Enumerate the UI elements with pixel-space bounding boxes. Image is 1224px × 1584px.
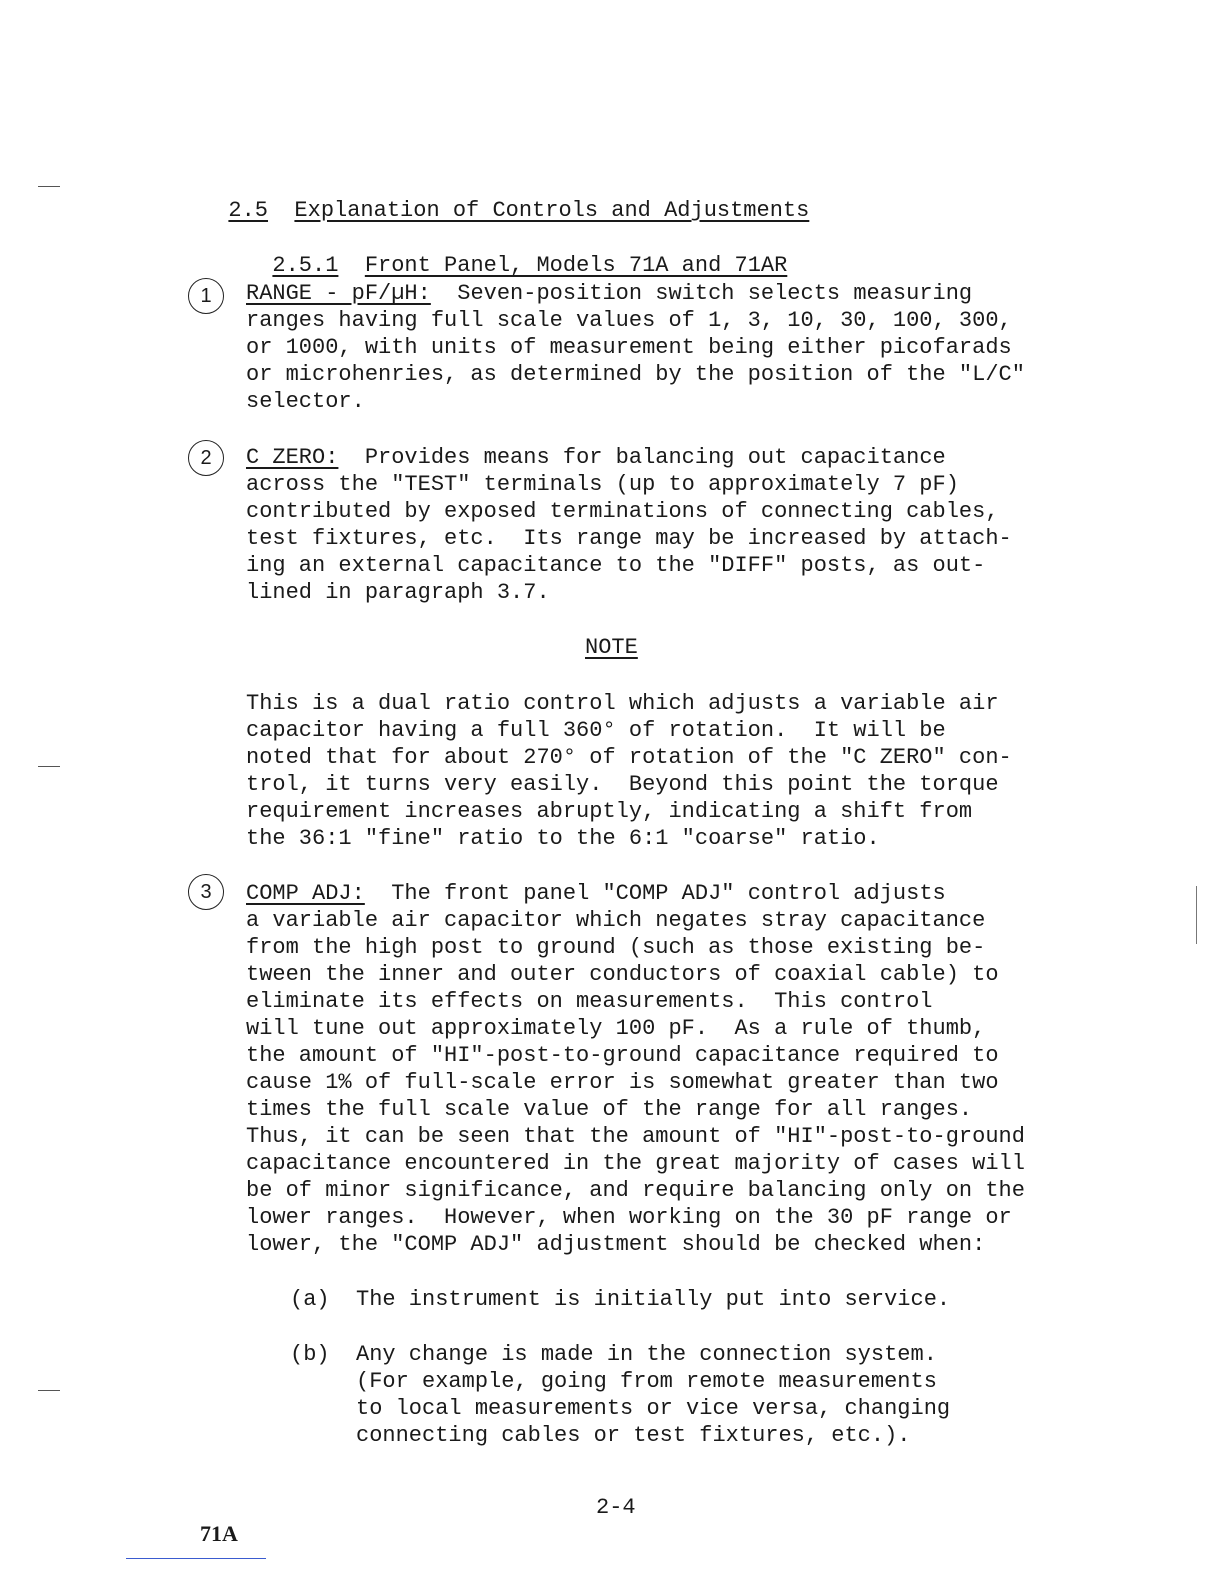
sub-item-b: Any change is made in the connection system. (For example, going from remote measurements to local measurements or vice versa, changing connecting cables or test fixtures, etc.). (356, 1342, 951, 1448)
margin-mark (38, 766, 60, 767)
subsection-title: Front Panel, Models 71A and 71AR (364, 253, 788, 278)
margin-mark (38, 186, 60, 187)
page-number: 2-4 (596, 1495, 636, 1520)
item-label: C ZERO: (246, 445, 339, 470)
sub-item-label: (a) (290, 1287, 330, 1312)
note-body: This is a dual ratio control which adjusts a variable air capacitor having a full 360° of rotation. It will be noted that for about 270° of rotation of the "C ZERO" con- trol, it turns very easily. Beyond this point the torque requirement increases abruptly, indicating a shift from the 36:1 "fine" ratio to the 6:1 "coarse" ratio. (246, 691, 1012, 851)
section-number: 2.5 (228, 198, 269, 223)
margin-mark (1196, 886, 1197, 944)
item-marker: 1 (188, 278, 224, 314)
item-marker: 2 (188, 440, 224, 476)
model-label: 71A (200, 1521, 238, 1546)
section-heading (202, 170, 809, 224)
item-label: COMP ADJ: (246, 881, 365, 906)
sub-item-label: (b) (290, 1342, 330, 1367)
sub-item-a: The instrument is initially put into service. (356, 1287, 951, 1312)
margin-mark (38, 1390, 60, 1391)
item-c-zero: C ZERO: Provides means for balancing out capacitance across the "TEST" terminals (up to approximately 7 pF) contributed by exposed terminations of connecting cables, test fixtures, etc. Its range may be increased by attach- ing an external capacitance to the "DIFF" posts, as out- lined in paragraph 3.7. (246, 445, 1012, 605)
section-title: Explanation of Controls and Adjustments (294, 198, 810, 223)
note-title: NOTE (585, 635, 638, 660)
item-comp-adj: COMP ADJ: The front panel "COMP ADJ" control adjusts a variable air capacitor which negates stray capacitance from the high post to ground (such as those existing be- tween the inner and outer conductors of coaxial cable) to eliminate its effects on measurements. This control will tune out approximately 100 pF. As a rule of thumb, the amount of "HI"-post-to-ground capacitance required to cause 1% of full-scale error is somewhat greater than two times the full scale value of the range for all ranges. Thus, it can be seen that the amount of "HI"-post-to-ground capacitance encountered in the great majority of cases will be of minor significance, and require balancing only on the lower ranges. However, when working on the 30 pF range or lower, the "COMP ADJ" adjustment should be checked when: (246, 881, 1025, 1257)
item-label: RANGE - pF/µH: (246, 281, 431, 306)
subsection-number: 2.5.1 (272, 253, 339, 278)
item-marker: 3 (188, 874, 224, 910)
item-range: RANGE - pF/µH: Seven-position switch selects measuring ranges having full scale values of 1, 3, 10, 30, 100, 300, or 1000, with units of measurement being either picofarads or microhenries, as determined by the position of the "L/C" selector. (246, 281, 1025, 414)
footer-rule (126, 1558, 266, 1559)
subsection-heading (246, 225, 787, 279)
